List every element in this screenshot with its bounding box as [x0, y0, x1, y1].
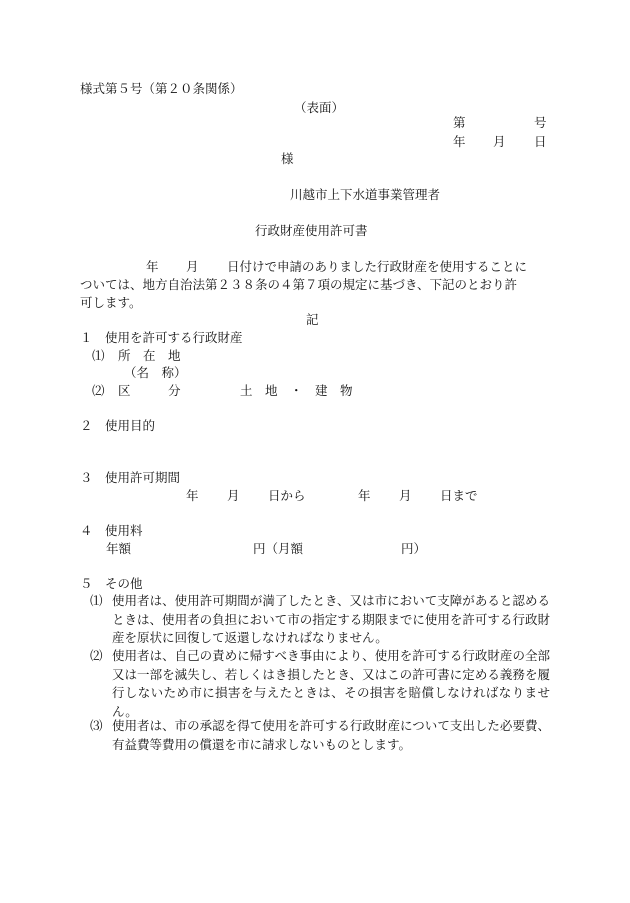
side-label: （表面）	[294, 100, 345, 115]
ki-marker: 記	[306, 312, 319, 327]
section5-item-3	[90, 717, 550, 754]
section5-item-1-text: 使用者は、使用許可期間が満了したとき、又は市において支障があると認めるときは、使用者の負担において市の指定する期限までに使用を許可する行政財産を原状に回復して返還しなければなりません。	[112, 593, 550, 645]
section5-heading: ５ その他	[80, 576, 143, 591]
date-day: 日	[534, 134, 547, 149]
date-year: 年	[453, 134, 466, 149]
annual-unit: 円（月額	[253, 541, 304, 556]
section5-item-2-text: 使用者は、自己の責めに帰すべき事由により、使用を許可する行政財産の全部又は一部を滅失し、若しくはき損したとき、又はこの許可書に定める義務を履行しないため市に損害を与えたときは、その損害を賠償しなければなりません。	[112, 648, 550, 719]
annual-label: 年額	[106, 541, 132, 556]
addressee-suffix: 様	[281, 151, 294, 166]
monthly-unit: 円）	[401, 541, 427, 556]
section1-item1-sub: （名 称）	[124, 365, 187, 380]
section5-item-1-num: ⑴	[90, 593, 103, 608]
intro-line-3: 可します。	[80, 295, 142, 310]
section1-item2-value: 土 地 ・ 建 物	[240, 383, 353, 398]
doc-number-prefix: 第	[453, 115, 466, 130]
doc-number-suffix: 号	[534, 115, 547, 130]
section1-heading: １ 使用を許可する行政財産	[80, 330, 243, 345]
intro-line-2: ついては、地方自治法第２３８条の４第７項の規定に基づき、下記のとおり許	[80, 277, 518, 292]
issuer: 川越市上下水道事業管理者	[290, 187, 441, 202]
period-to-month: 月	[399, 488, 412, 503]
document-title: 行政財産使用許可書	[255, 223, 368, 238]
section4-heading: ４ 使用料	[80, 523, 143, 538]
section5-item-2	[90, 647, 550, 721]
period-from-year: 年	[186, 488, 199, 503]
date-month: 月	[493, 134, 506, 149]
intro-day-text: 日付けで申請のありました行政財産を使用することに	[227, 259, 528, 274]
period-to-day: 日まで	[440, 488, 478, 503]
section5-item-2-num: ⑵	[90, 648, 103, 663]
section1-item1-num: ⑴	[92, 348, 105, 363]
section2-heading: ２ 使用目的	[80, 418, 156, 433]
section1-item2-label: 区 分	[118, 383, 181, 398]
form-id: 様式第５号（第２０条関係）	[80, 81, 243, 96]
section5-item-3-text: 使用者は、市の承認を得て使用を許可する行政財産について支出した必要費、有益費等費用の償還を市に請求しないものとします。	[112, 718, 550, 752]
period-from-month: 月	[227, 488, 240, 503]
period-from-day: 日から	[268, 488, 306, 503]
section5-item-1	[90, 592, 550, 648]
intro-year: 年	[146, 259, 159, 274]
section1-item1-label: 所 在 地	[118, 348, 181, 363]
section1-item2-num: ⑵	[92, 383, 105, 398]
period-to-year: 年	[358, 488, 371, 503]
intro-month: 月	[186, 259, 199, 274]
section5-item-3-num: ⑶	[90, 718, 103, 733]
section3-heading: ３ 使用許可期間	[80, 470, 181, 485]
